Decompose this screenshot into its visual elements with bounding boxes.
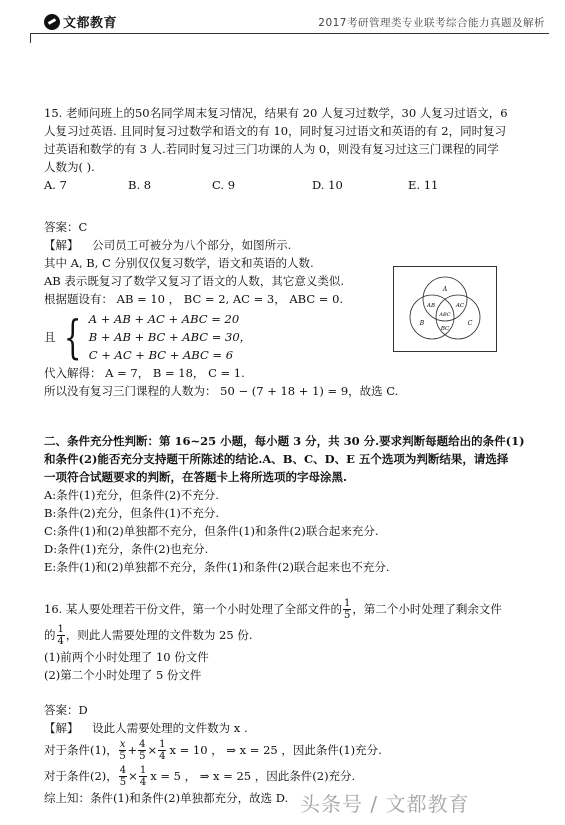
denominator: 5: [139, 750, 146, 762]
brand-logo: [44, 12, 117, 31]
condition-2: (2)第二个小时处理了 5 份文件: [44, 668, 202, 682]
watermark: [300, 788, 469, 817]
solution-text: 其中 A, B, C 分别仅仅复习数学，语文和英语的人数.: [44, 256, 314, 270]
question-text-line: 人数为( ).: [44, 160, 95, 174]
condition-prefix: 对于条件(2)，: [44, 769, 118, 783]
denominator: 5: [343, 609, 351, 621]
equation: C + AC + BC + ABC = 6: [88, 348, 234, 362]
question-text: ，第二个小时处理了剩余文件: [352, 602, 502, 616]
solution-tag: 【解】: [44, 238, 79, 252]
option-e: E. 11: [408, 178, 439, 192]
fraction: [343, 598, 351, 621]
option-b: B. 8: [128, 178, 152, 192]
fraction: [119, 739, 127, 762]
choice-definition: A:条件(1)充分，但条件(2)不充分.: [44, 488, 219, 502]
solution-conclusion: 所以没有复习三门课程的人数为： 50 − (7 + 18 + 1) = 9，故选 C.: [44, 384, 399, 398]
header-corner-mark: [30, 33, 41, 43]
solution-16: [44, 701, 549, 807]
numerator: 4: [139, 738, 146, 750]
venn-label: ABC: [439, 312, 451, 318]
system-prefix: 且: [44, 330, 56, 344]
numerator: 1: [139, 764, 147, 776]
solution-line: [44, 719, 549, 737]
question-text: 的: [44, 628, 56, 642]
numerator: x: [119, 738, 126, 750]
left-brace: {: [63, 310, 81, 364]
page-header: [0, 0, 565, 44]
question-text-line: 人复习过英语. 且同时复习过数学和语文的有 10，同时复习过语文和英语的有 2，同时复习: [44, 124, 507, 138]
header-title: 2017考研管理类专业联考综合能力真题及解析: [318, 17, 545, 29]
section-heading-line: 和条件(2)能否充分支持题干所陈述的结论.A、B、C、D、E 五个选项为判断结果，请选择: [44, 452, 509, 466]
choice-definition: D:条件(1)充分，条件(2)也充分.: [44, 542, 209, 556]
numerator: 1: [343, 597, 351, 609]
question-text: 16. 某人要处理若干份文件，第一个小时处理了全部文件的: [44, 602, 342, 616]
answer-options: [44, 176, 549, 194]
venn-label: AB: [426, 303, 436, 309]
condition-1-check: 对于条件(1)， $\frac{x}{5}$ + $\frac{4}{5}$ × $\frac{1}{4}$ x = 10 ， ⇒ x = 25 ，因此条件(1)充分.: [44, 738, 382, 762]
denominator: 4: [57, 635, 64, 647]
venn-label: C: [467, 320, 473, 327]
choice-definition: C:条件(1)和(2)单独都不充分，但条件(1)和条件(2)联合起来充分.: [44, 524, 379, 538]
condition-1: (1)前两个小时处理了 10 份文件: [44, 650, 209, 664]
option-d: D. 10: [312, 178, 343, 192]
answer-label: 答案：D: [44, 703, 88, 717]
solution-text: 根据题设有： AB = 10 ， BC = 2, AC = 3， ABC = 0.: [44, 292, 344, 306]
numerator: 4: [119, 764, 127, 776]
fraction: [139, 765, 147, 788]
numerator: 1: [159, 738, 166, 750]
numerator: 1: [57, 623, 64, 635]
solution-text: 公司员工可被分为八个部分，如图所示.: [92, 238, 292, 252]
logo-text: 文都教育: [63, 16, 118, 31]
fraction: [138, 739, 146, 762]
logo-icon: [44, 14, 60, 30]
question-text-line: [44, 622, 549, 648]
solution-text: AB 表示既复习了数学又复习了语文的人数，其它意义类似.: [44, 274, 345, 288]
solution-text: 设此人需要处理的文件数为 x .: [92, 721, 248, 735]
condition-result: x = 10 ， ⇒ x = 25 ，因此条件(1)充分.: [169, 743, 382, 757]
solution-tag: 【解】: [44, 721, 79, 735]
solution-15: [44, 218, 399, 400]
venn-diagram: [393, 266, 497, 352]
watermark-text: 头条号 / 文都教育: [300, 792, 470, 816]
header-divider: [30, 33, 549, 34]
answer-label: 答案：C: [44, 220, 88, 234]
venn-label: A: [442, 286, 448, 293]
solution-line: [44, 236, 384, 254]
equation-system: [44, 310, 384, 364]
equation: B + AB + BC + ABC = 30，: [88, 330, 252, 344]
system-equations: [89, 310, 251, 364]
condition-result: x = 5 ， ⇒ x = 25 ，因此条件(2)充分.: [150, 769, 356, 783]
section-heading-line: 一项符合试题要求的判断，在答题卡上将所选项的字母涂黑.: [44, 470, 348, 484]
venn-label: AC: [455, 303, 465, 309]
section-2: [44, 432, 549, 576]
option-c: C. 9: [212, 178, 236, 192]
fraction: [119, 765, 127, 788]
question-15: [44, 104, 549, 194]
denominator: 5: [119, 776, 127, 788]
denominator: 4: [159, 750, 166, 762]
question-text-line: 过英语和数学的有 3 人.若同时复习过三门功课的人为 0，则没有复习过这三门课程的同学: [44, 142, 499, 156]
section-heading-line: 二、条件充分性判断：第 16~25 小题，每小题 3 分，共 30 分.要求判断每题给出的条件(1): [44, 434, 525, 448]
fraction: [158, 739, 166, 762]
condition-2-check: 对于条件(2)， $\frac{4}{5}$ × $\frac{1}{4}$ x = 5 ， ⇒ x = 25 ，因此条件(2)充分.: [44, 764, 356, 788]
venn-label: BC: [440, 326, 450, 332]
denominator: 5: [119, 750, 126, 762]
equation: A + AB + AC + ABC = 20: [88, 312, 240, 326]
solution-result: 代入解得： A = 7， B = 18， C = 1.: [44, 366, 245, 380]
question-text: ，则此人需要处理的文件数为 25 份.: [65, 628, 253, 642]
question-text-line: 15. 老师问班上的50名同学周末复习情况，结果有 20 人复习过数学，30 人复习过语文，6: [44, 106, 508, 120]
denominator: 4: [139, 776, 147, 788]
question-16: [44, 596, 549, 684]
choice-definition: B:条件(2)充分，但条件(1)不充分.: [44, 506, 220, 520]
solution-summary: 综上知：条件(1)和条件(2)单独都充分，故选 D.: [44, 791, 289, 805]
fraction: [57, 624, 65, 647]
venn-svg: [394, 267, 496, 351]
choice-definition: E:条件(1)和(2)单独都不充分，条件(1)和条件(2)联合起来也不充分.: [44, 560, 390, 574]
venn-label: B: [419, 320, 425, 327]
option-a: A. 7: [44, 178, 67, 192]
question-text-line: [44, 596, 549, 622]
condition-prefix: 对于条件(1)，: [44, 743, 118, 757]
